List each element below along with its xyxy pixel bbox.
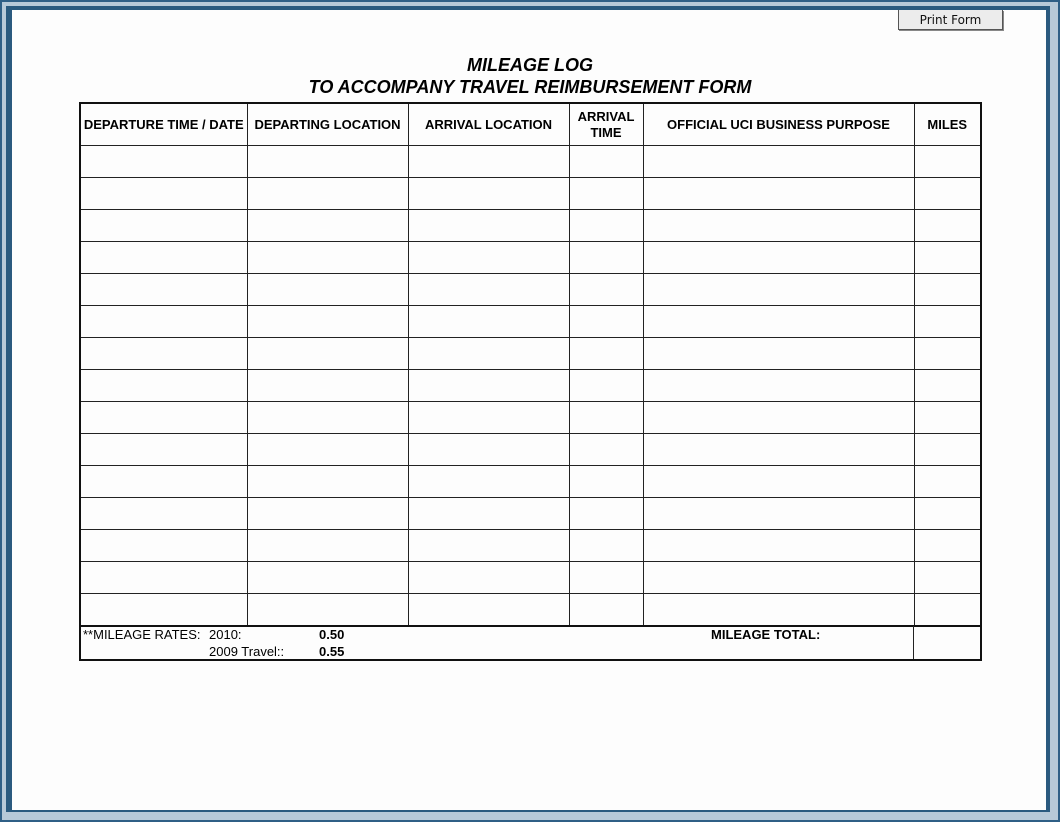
cell-departing-location[interactable] [247,530,408,562]
cell-arrival-location[interactable] [408,498,569,530]
cell-departing-location[interactable] [247,434,408,466]
table-row [80,210,981,242]
table-row [80,402,981,434]
cell-arrival-time[interactable] [569,466,643,498]
cell-miles[interactable] [914,498,981,530]
column-header-business-purpose: OFFICIAL UCI BUSINESS PURPOSE [643,103,914,146]
cell-arrival-time[interactable] [569,306,643,338]
cell-miles[interactable] [914,274,981,306]
cell-arrival-location[interactable] [408,146,569,178]
cell-departure-time-date[interactable] [80,146,247,178]
cell-arrival-location[interactable] [408,338,569,370]
cell-departure-time-date[interactable] [80,530,247,562]
cell-departure-time-date[interactable] [80,466,247,498]
column-header-miles: MILES [914,103,981,146]
rate-2009-label: 2009 Travel:: [209,644,285,659]
cell-arrival-location[interactable] [408,274,569,306]
cell-departing-location[interactable] [247,402,408,434]
cell-departing-location[interactable] [247,178,408,210]
table-row [80,242,981,274]
cell-business-purpose[interactable] [643,530,914,562]
cell-departing-location[interactable] [247,562,408,594]
cell-miles[interactable] [914,466,981,498]
table-row [80,306,981,338]
cell-miles[interactable] [914,434,981,466]
header-row [80,103,981,146]
cell-business-purpose[interactable] [643,594,914,627]
cell-departure-time-date[interactable] [80,594,247,627]
cell-arrival-time[interactable] [569,146,643,178]
cell-departure-time-date[interactable] [80,498,247,530]
column-header-arrival-location: ARRIVAL LOCATION [408,103,569,146]
table-row [80,594,981,627]
cell-miles[interactable] [914,370,981,402]
table-body [80,146,981,627]
cell-arrival-time[interactable] [569,274,643,306]
cell-departure-time-date[interactable] [80,210,247,242]
cell-arrival-location[interactable] [408,370,569,402]
cell-arrival-location[interactable] [408,594,569,627]
cell-business-purpose[interactable] [643,562,914,594]
cell-departing-location[interactable] [247,338,408,370]
cell-miles[interactable] [914,402,981,434]
cell-arrival-time[interactable] [569,210,643,242]
cell-departing-location[interactable] [247,306,408,338]
table-row [80,146,981,178]
table-row [80,530,981,562]
cell-departure-time-date[interactable] [80,274,247,306]
table-row [80,562,981,594]
form-subtitle: TO ACCOMPANY TRAVEL REIMBURSEMENT FORM [308,77,752,97]
cell-arrival-time[interactable] [569,370,643,402]
cell-business-purpose[interactable] [643,338,914,370]
cell-arrival-time[interactable] [569,338,643,370]
cell-arrival-location[interactable] [408,402,569,434]
cell-business-purpose[interactable] [643,146,914,178]
cell-miles[interactable] [914,594,981,627]
cell-departure-time-date[interactable] [80,562,247,594]
cell-business-purpose[interactable] [643,178,914,210]
rate-2010-value: 0.50 [319,627,345,642]
cell-arrival-location[interactable] [408,210,569,242]
cell-departure-time-date[interactable] [80,434,247,466]
cell-business-purpose[interactable] [643,370,914,402]
cell-arrival-time[interactable] [569,402,643,434]
cell-departure-time-date[interactable] [80,178,247,210]
cell-arrival-location[interactable] [408,242,569,274]
cell-arrival-location[interactable] [408,306,569,338]
mileage-total-field[interactable] [913,626,981,659]
cell-departure-time-date[interactable] [80,370,247,402]
cell-departure-time-date[interactable] [80,402,247,434]
mileage-footer [79,626,982,661]
cell-arrival-time[interactable] [569,562,643,594]
table-row [80,466,981,498]
cell-miles[interactable] [914,146,981,178]
column-header-departure-time-date: DEPARTURE TIME / DATE [80,103,247,146]
cell-departure-time-date[interactable] [80,242,247,274]
cell-arrival-time[interactable] [569,594,643,627]
cell-arrival-location[interactable] [408,562,569,594]
column-header-arrival-time: ARRIVAL TIME [569,103,643,146]
mileage-log-table [79,102,982,627]
cell-departing-location[interactable] [247,274,408,306]
cell-business-purpose[interactable] [643,210,914,242]
cell-departure-time-date[interactable] [80,338,247,370]
cell-departing-location[interactable] [247,466,408,498]
cell-departing-location[interactable] [247,498,408,530]
cell-arrival-location[interactable] [408,466,569,498]
rate-2009-value: 0.55 [319,644,345,659]
cell-departure-time-date[interactable] [80,306,247,338]
cell-arrival-time[interactable] [569,530,643,562]
table-row [80,274,981,306]
cell-arrival-time[interactable] [569,242,643,274]
cell-departing-location[interactable] [247,210,408,242]
cell-business-purpose[interactable] [643,498,914,530]
cell-departing-location[interactable] [247,594,408,627]
cell-miles[interactable] [914,338,981,370]
cell-departing-location[interactable] [247,146,408,178]
column-header-departing-location: DEPARTING LOCATION [247,103,408,146]
mileage-table-container [79,102,982,662]
cell-arrival-time[interactable] [569,178,643,210]
table-row [80,498,981,530]
cell-business-purpose[interactable] [643,274,914,306]
cell-business-purpose[interactable] [643,434,914,466]
cell-arrival-location[interactable] [408,434,569,466]
cell-business-purpose[interactable] [643,306,914,338]
table-row [80,434,981,466]
cell-business-purpose[interactable] [643,402,914,434]
cell-arrival-time[interactable] [569,434,643,466]
cell-miles[interactable] [914,178,981,210]
cell-miles[interactable] [914,242,981,274]
form-title: MILEAGE LOG [467,55,593,75]
cell-miles[interactable] [914,210,981,242]
cell-business-purpose[interactable] [643,242,914,274]
rate-2010-label: 2010: [209,627,242,642]
cell-miles[interactable] [914,530,981,562]
mileage-total-label: MILEAGE TOTAL: [711,627,821,642]
cell-business-purpose[interactable] [643,466,914,498]
cell-miles[interactable] [914,306,981,338]
table-row [80,338,981,370]
cell-departing-location[interactable] [247,242,408,274]
cell-departing-location[interactable] [247,370,408,402]
cell-arrival-location[interactable] [408,530,569,562]
table-row [80,370,981,402]
cell-miles[interactable] [914,562,981,594]
cell-arrival-location[interactable] [408,178,569,210]
cell-arrival-time[interactable] [569,498,643,530]
mileage-rates-label: **MILEAGE RATES: [83,627,201,642]
table-row [80,178,981,210]
print-form-button[interactable]: Print Form [898,10,1003,30]
